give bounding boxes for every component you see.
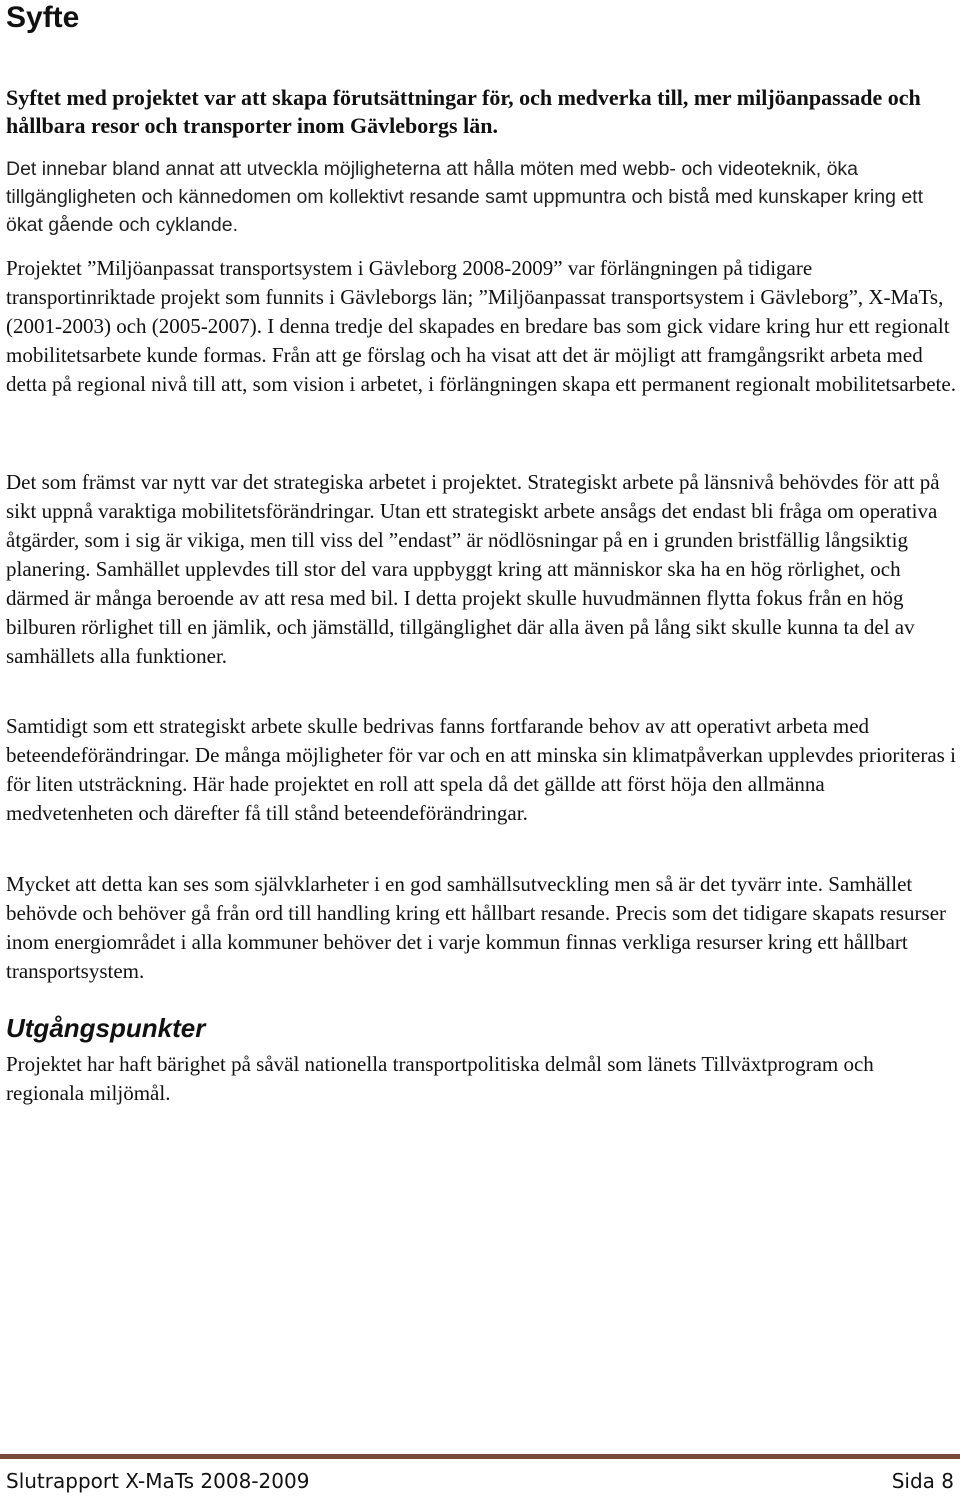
footer-report-title: Slutrapport X-MaTs 2008-2009 — [6, 1469, 310, 1493]
intro-bold-paragraph: Syftet med projektet var att skapa förutsättningar för, och medverka till, mer miljöanpassade och hållbara resor och transporter inom Gävleborgs län. — [6, 85, 921, 138]
footer-divider — [0, 1454, 960, 1459]
section-heading-utgangspunkter: Utgångspunkter — [6, 1013, 206, 1043]
section-heading-syfte: Syfte — [6, 1, 80, 34]
body-paragraph-1: Projektet ”Miljöanpassat transportsystem i Gävleborg 2008-2009” var förlängningen på tidigare transportinriktade projekt som funnits i Gävleborgs län; ”Miljöanpassat transportsystem i Gävleborg”, X-MaTs, (2001-2003) och (2005-2007). I denna tredje del skapades en bredare bas som gick vidare kring hur ett regionalt mobilitetsarbete kunde formas. Från att ge förslag och ha visat att det är möjligt att framgångsrikt arbeta med detta på regional nivå till att, som vision i arbetet, i förlängningen skapa ett permanent regionalt mobilitetsarbete. — [6, 256, 956, 396]
body-paragraph-4: Mycket att detta kan ses som självklarheter i en god samhällsutveckling men så är det tyvärr inte. Samhället behövde och behöver gå från ord till handling kring ett hållbart resande. Precis som det tidigare skapats resurser inom energiområdet i alla kommuner behöver det i varje kommun finnas verkliga resurser kring ett hållbart transportsystem. — [6, 872, 947, 983]
body-paragraph-last: Projektet har haft bärighet på såväl nationella transportpolitiska delmål som länets Tillväxtprogram och regionala miljömål. — [6, 1052, 874, 1105]
footer-page-number: Sida 8 — [891, 1469, 954, 1493]
body-paragraph-3: Samtidigt som ett strategiskt arbete skulle bedrivas fanns fortfarande behov av att operativt arbeta med beteendeförändringar. De många möjligheter för var och en att minska sin klimatpåverkan upplevdes prioriteras i för liten utsträckning. Här hade projektet en roll att spela då det gällde att först höja den allmänna medvetenheten och därefter få till stånd beteendeförändringar. — [6, 714, 956, 825]
sans-paragraph: Det innebar bland annat att utveckla möjligheterna att hålla möten med webb- och videoteknik, öka tillgängligheten och kännedomen om kollektivt resande samt uppmuntra och bistå med kunskaper kring ett ökat gående och cyklande. — [6, 158, 924, 236]
body-paragraph-2: Det som främst var nytt var det strategiska arbetet i projektet. Strategiskt arbete på länsnivå behövdes för att på sikt uppnå varaktiga mobilitetsförändringar. Utan ett strategiskt arbete ansågs det endast bli fråga om operativa åtgärder, som i sig är vikiga, men till viss del ”endast” är nödlösningar på en i grunden bristfällig långsiktig planering. Samhället upplevdes till stor del vara uppbyggt kring att människor ska ha en hög rörlighet, och därmed är många beroende av att resa med bil. I detta projekt skulle huvudmännen flytta fokus från en hög bilburen rörlighet till en jämlik, och jämställd, tillgänglighet där alla även på lång sikt skulle kunna ta del av samhällets alla funktioner. — [6, 470, 940, 668]
